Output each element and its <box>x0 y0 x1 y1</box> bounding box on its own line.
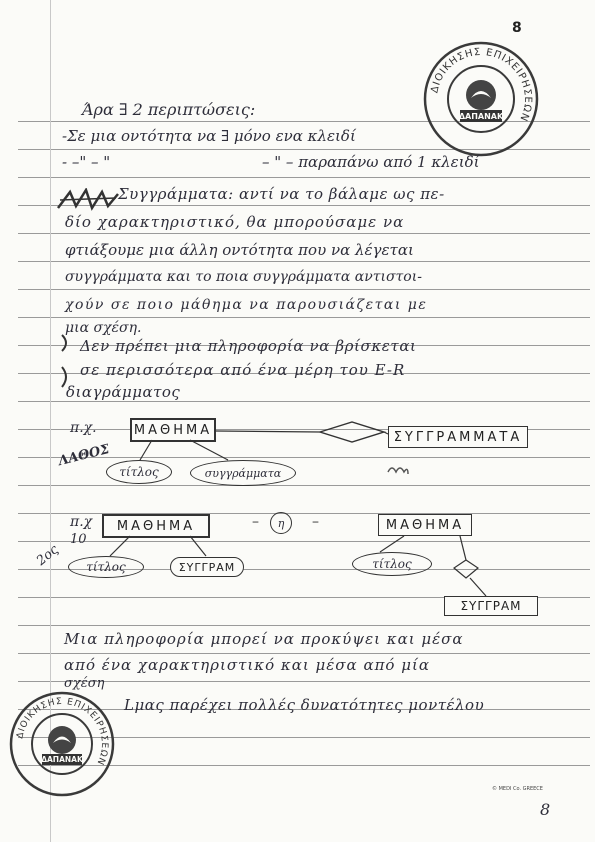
line-textbooks-note: Συγγράμματα: αντί να το βάλαμε ως πε- <box>118 185 445 203</box>
page-number: 8 <box>512 20 522 36</box>
line-relation: μια σχέση. <box>65 320 142 336</box>
corner-page-number: 8 <box>540 800 551 819</box>
line-more-keys: – " – παραπάνω από 1 κλειδί <box>262 153 480 171</box>
operator-or: η <box>270 512 292 534</box>
entity-course-1: ΜΑΘΗΜΑ <box>130 418 216 442</box>
line-attribute: δίο χαρακτηριστικό, θα μπορούσαμε να <box>65 213 405 231</box>
line-one-key: -Σε μια οντότητα να ∃ μόνο ενα κλειδί <box>62 127 356 145</box>
ordinal-ten: 10 <box>70 532 87 547</box>
example-prefix-1: π.χ. <box>70 420 97 436</box>
line-entity: φτιάξουμε μια άλλη οντότητα που να λέγεται <box>65 241 414 259</box>
attr-title-1: τίτλος <box>106 460 172 484</box>
error-label: ΛΑΘΟΣ <box>56 441 112 470</box>
entity-course-right: ΜΑΘΗΜΑ <box>378 514 472 536</box>
stamp-center-text-bottom: ΔΑΠΑΝΑΚ <box>41 755 83 764</box>
line-correspond: συγγράμματα και το ποια συγγράμματα αντιστοι- <box>65 269 422 285</box>
line-er-parts: σε περισσότερα από ένα μέρη του E-R <box>80 361 406 379</box>
publisher-footer: © MEDI Co. GREECE <box>492 786 543 792</box>
line-ditto: - –" – " <box>62 153 111 171</box>
dash-right: – <box>312 514 319 530</box>
attr-title-right: τίτλος <box>352 552 432 576</box>
attr-title-left: τίτλος <box>68 556 144 578</box>
line-possibilities: Lμας παρέχει πολλές δυνατότητες μοντέλου <box>124 696 485 714</box>
attr-textbook-left: ΣΥΓΓΡΑΜ <box>170 557 244 577</box>
entity-textbooks-1: ΣΥΓΓΡΑΜΜΑΤΑ <box>388 426 528 448</box>
line-info-rule: Δεν πρέπει μια πληροφορία να βρίσκεται <box>80 337 417 355</box>
stamp-ring-text: ΔΙΟΙΚΗΣΗΣ ΕΠΙΧΕΙΡΗΣΕΩΝ <box>429 46 534 124</box>
line-course: χούν σε ποιο μάθημα να παρουσιάζεται με <box>65 297 428 313</box>
stamp-center-text: ΔΑΠΑΝΑΚ <box>458 112 504 121</box>
example-prefix-2: π.χ <box>70 514 93 530</box>
line-relation-2: σχέση <box>64 676 105 691</box>
stamp-seal-icon-bottom <box>8 690 116 798</box>
line-diagram: διαγράμματος <box>66 383 181 401</box>
university-stamp-bottom <box>8 690 116 798</box>
line-cases: Άρα ∃ 2 περιπτώσεις: <box>82 100 256 119</box>
attr-textbooks-1: συγγράμματα <box>190 460 296 486</box>
entity-textbook-right: ΣΥΓΓΡΑΜ <box>444 596 538 616</box>
line-info-derive: Μια πληροφορία μπορεί να προκύψει και μέσα <box>64 630 464 648</box>
entity-course-left: ΜΑΘΗΜΑ <box>102 514 210 538</box>
dash-left: – <box>252 514 259 530</box>
stamp-ring-text-bottom: ΔΙΟΙΚΗΣΗΣ ΕΠΙΧΕΙΡΗΣΕΩΝ <box>15 696 110 767</box>
ordinal-second: 2ος <box>33 542 62 569</box>
line-attribute-or: από ένα χαρακτηριστικό και μέσα από μία <box>64 656 430 674</box>
